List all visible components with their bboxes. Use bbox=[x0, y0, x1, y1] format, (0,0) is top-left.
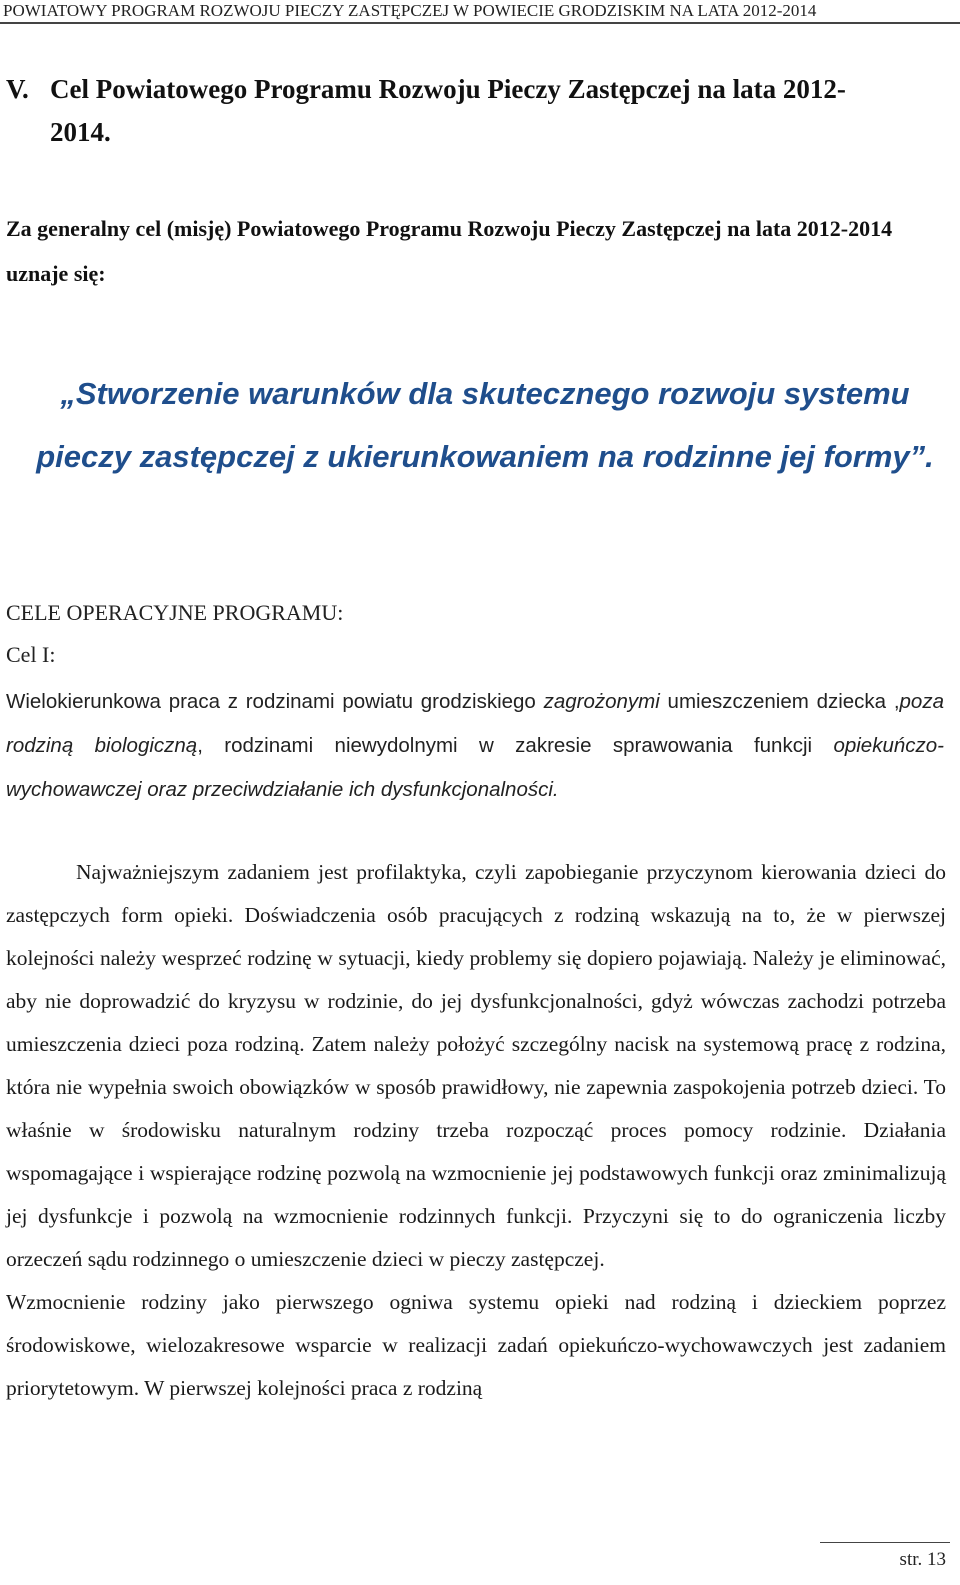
section-heading bbox=[6, 68, 946, 154]
paragraph: Wzmocnienie rodziny jako pierwszego ogniwa systemu opieki nad rodziną i dzieckiem poprzez środowiskowe, wielozakresowe wsparcie w realizacji zadań opiekuńczo-wychowawczych jest zadaniem priorytetowym. W pierwszej kolejności praca z rodziną bbox=[6, 1290, 946, 1400]
goal-text-part: umieszczeniem dziecka , bbox=[659, 690, 900, 713]
goal-text-part: Wielokierunkowa praca z rodzinami powiatu grodziskiego bbox=[6, 690, 544, 713]
goal-label: Cel I: bbox=[6, 642, 56, 667]
goal-description bbox=[6, 680, 944, 812]
goal-text-italic: zagrożonymi bbox=[543, 690, 660, 713]
section-title-line2: 2014. bbox=[50, 117, 111, 147]
section-number: V. bbox=[6, 74, 29, 104]
page-number: str. 13 bbox=[899, 1549, 946, 1570]
body-text bbox=[6, 851, 946, 1410]
section-title-line1: Cel Powiatowego Programu Rozwoju Pieczy Zastępczej na lata 2012- bbox=[50, 74, 846, 104]
mission-intro: Za generalny cel (misję) Powiatowego Programu Rozwoju Pieczy Zastępczej na lata 2012-2014 uznaje się: bbox=[6, 216, 893, 286]
goal-text-part: , rodzinami niewydolnymi w zakresie sprawowania funkcji bbox=[197, 734, 834, 757]
paragraph: Najważniejszym zadaniem jest profilaktyka, czyli zapobieganie przyczynom kierowania dzieci do zastępczych form opieki. Doświadczenia osób pracujących z rodziną wskazują na to, że w pierwszej kolejności należy wesprzeć rodzinę w sytuacji, kiedy problemy się dopiero pojawiają. Należy je eliminować, aby nie doprowadzić do kryzysu w rodzinie, do jej dysfunkcjonalności, gdyż wówczas zachodzi potrzeba umieszczenia dzieci poza rodziną. Zatem należy położyć szczególny nacisk na systemową pracę z rodzina, która nie wypełnia swoich obowiązków w sposób prawidłowy, nie zapewnia zaspokojenia potrzeb dzieci. To właśnie w środowisku naturalnym rodziny trzeba rozpocząć proces pomocy rodzinie. Działania wspomagające i wspierające rodzinę pozwolą na wzmocnienie jej podstawowych funkcji oraz zminimalizują jej dysfunkcje i pozwolą na wzmocnienie rodzinnych funkcji. Przyczyni się to do ograniczenia liczby orzeczeń sądu rodzinnego o umieszczenie dzieci w pieczy zastępczej. bbox=[6, 860, 946, 1271]
footer-rule bbox=[820, 1542, 950, 1543]
goal-text-italic: opiekuńczo-wychowawczej oraz przeciwdziałanie ich dysfunkcjonalności. bbox=[6, 734, 944, 801]
goal-text-italic: poza rodziną biologiczną bbox=[6, 690, 944, 757]
mission-statement: „Stworzenie warunków dla skutecznego rozwoju systemu pieczy zastępczej z ukierunkowaniem na rodzinne jej formy”. bbox=[36, 376, 934, 474]
operational-goals-heading: CELE OPERACYJNE PROGRAMU: bbox=[6, 600, 344, 625]
running-header: POWIATOWY PROGRAM ROZWOJU PIECZY ZASTĘPCZEJ W POWIECIE GRODZISKIM NA LATA 2012-2014 bbox=[0, 0, 960, 24]
